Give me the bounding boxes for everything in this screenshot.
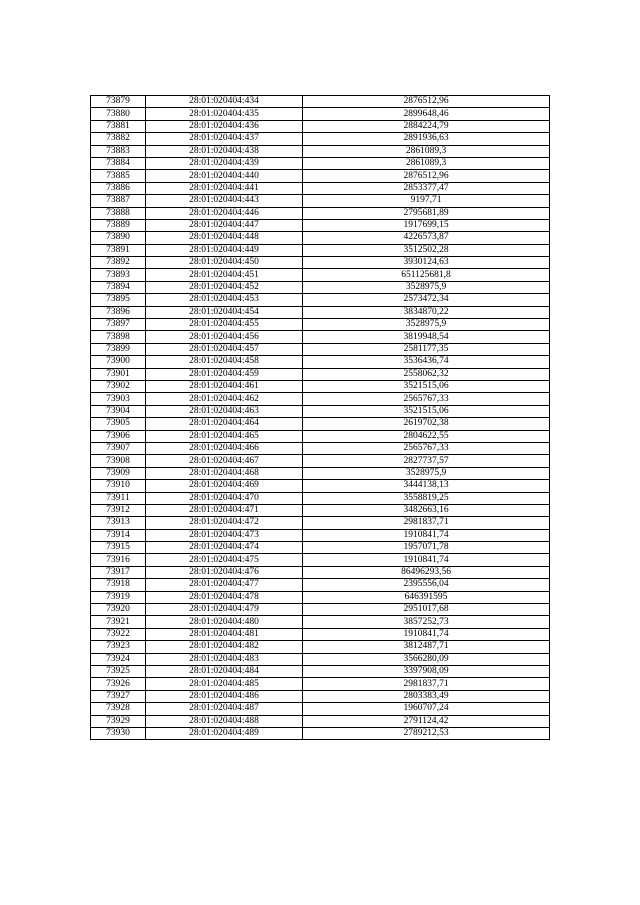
- cadastral-number-cell: 28:01:020404:441: [146, 182, 303, 194]
- cadastral-number-cell: 28:01:020404:468: [146, 467, 303, 479]
- cadastral-value-cell: 1957071,78: [303, 542, 550, 554]
- row-number-cell: 73881: [91, 120, 146, 132]
- table-body: [91, 96, 550, 740]
- cadastral-value-cell: 3536436,74: [303, 356, 550, 368]
- cadastral-number-cell: 28:01:020404:435: [146, 108, 303, 120]
- cadastral-value-cell: 3528975,9: [303, 281, 550, 293]
- table-row: [91, 133, 550, 145]
- table-row: [91, 480, 550, 492]
- cadastral-number-cell: 28:01:020404:465: [146, 430, 303, 442]
- cadastral-number-cell: 28:01:020404:473: [146, 529, 303, 541]
- cadastral-value-cell: 3566280,09: [303, 653, 550, 665]
- row-number-cell: 73895: [91, 294, 146, 306]
- table-row: [91, 703, 550, 715]
- row-number-cell: 73896: [91, 306, 146, 318]
- cadastral-number-cell: 28:01:020404:452: [146, 281, 303, 293]
- row-number-cell: 73918: [91, 579, 146, 591]
- cadastral-number-cell: 28:01:020404:478: [146, 591, 303, 603]
- row-number-cell: 73914: [91, 529, 146, 541]
- cadastral-number-cell: 28:01:020404:448: [146, 232, 303, 244]
- table-row: [91, 566, 550, 578]
- cadastral-value-cell: 2565767,33: [303, 442, 550, 454]
- cadastral-number-cell: 28:01:020404:447: [146, 219, 303, 231]
- table-row: [91, 579, 550, 591]
- row-number-cell: 73907: [91, 442, 146, 454]
- cadastral-value-cell: 2565767,33: [303, 393, 550, 405]
- row-number-cell: 73923: [91, 641, 146, 653]
- cadastral-value-cell: 2861089,3: [303, 157, 550, 169]
- table-row: [91, 294, 550, 306]
- row-number-cell: 73919: [91, 591, 146, 603]
- table-row: [91, 604, 550, 616]
- table-row: [91, 170, 550, 182]
- row-number-cell: 73928: [91, 703, 146, 715]
- table-row: [91, 219, 550, 231]
- cadastral-number-cell: 28:01:020404:456: [146, 331, 303, 343]
- row-number-cell: 73927: [91, 690, 146, 702]
- cadastral-value-cell: 3397908,09: [303, 665, 550, 677]
- cadastral-value-cell: 2981837,71: [303, 517, 550, 529]
- cadastral-number-cell: 28:01:020404:467: [146, 455, 303, 467]
- row-number-cell: 73893: [91, 269, 146, 281]
- table-row: [91, 96, 550, 108]
- table-row: [91, 405, 550, 417]
- cadastral-number-cell: 28:01:020404:486: [146, 690, 303, 702]
- cadastral-value-cell: 2899648,46: [303, 108, 550, 120]
- cadastral-value-cell: 9197,71: [303, 195, 550, 207]
- cadastral-value-cell: 3834870,22: [303, 306, 550, 318]
- cadastral-value-cell: 3512502,28: [303, 244, 550, 256]
- cadastral-value-cell: 3482663,16: [303, 504, 550, 516]
- cadastral-number-cell: 28:01:020404:443: [146, 195, 303, 207]
- row-number-cell: 73909: [91, 467, 146, 479]
- row-number-cell: 73884: [91, 157, 146, 169]
- cadastral-number-cell: 28:01:020404:449: [146, 244, 303, 256]
- cadastral-value-cell: 1910841,74: [303, 628, 550, 640]
- cadastral-value-cell: 3558819,25: [303, 492, 550, 504]
- cadastral-value-cell: 3521515,06: [303, 405, 550, 417]
- row-number-cell: 73888: [91, 207, 146, 219]
- table-row: [91, 665, 550, 677]
- cadastral-value-cell: 2876512,96: [303, 96, 550, 108]
- row-number-cell: 73905: [91, 418, 146, 430]
- table-row: [91, 690, 550, 702]
- table-row: [91, 653, 550, 665]
- table-row: [91, 628, 550, 640]
- cadastral-value-cell: 3528975,9: [303, 467, 550, 479]
- row-number-cell: 73901: [91, 368, 146, 380]
- cadastral-number-cell: 28:01:020404:463: [146, 405, 303, 417]
- cadastral-number-cell: 28:01:020404:440: [146, 170, 303, 182]
- cadastral-number-cell: 28:01:020404:470: [146, 492, 303, 504]
- table-row: [91, 195, 550, 207]
- row-number-cell: 73925: [91, 665, 146, 677]
- table-row: [91, 207, 550, 219]
- row-number-cell: 73899: [91, 343, 146, 355]
- cadastral-number-cell: 28:01:020404:481: [146, 628, 303, 640]
- cadastral-number-cell: 28:01:020404:488: [146, 715, 303, 727]
- cadastral-number-cell: 28:01:020404:485: [146, 678, 303, 690]
- table-row: [91, 331, 550, 343]
- cadastral-number-cell: 28:01:020404:457: [146, 343, 303, 355]
- cadastral-value-cell: 2981837,71: [303, 678, 550, 690]
- row-number-cell: 73926: [91, 678, 146, 690]
- cadastral-value-cell: 2803383,49: [303, 690, 550, 702]
- row-number-cell: 73912: [91, 504, 146, 516]
- row-number-cell: 73920: [91, 604, 146, 616]
- cadastral-value-cell: 2804622,55: [303, 430, 550, 442]
- table-row: [91, 492, 550, 504]
- cadastral-number-cell: 28:01:020404:436: [146, 120, 303, 132]
- cadastral-value-cell: 1910841,74: [303, 529, 550, 541]
- table-row: [91, 145, 550, 157]
- cadastral-number-cell: 28:01:020404:454: [146, 306, 303, 318]
- table-row: [91, 232, 550, 244]
- row-number-cell: 73917: [91, 566, 146, 578]
- row-number-cell: 73882: [91, 133, 146, 145]
- cadastral-number-cell: 28:01:020404:489: [146, 727, 303, 739]
- row-number-cell: 73891: [91, 244, 146, 256]
- row-number-cell: 73916: [91, 554, 146, 566]
- cadastral-value-cell: 1910841,74: [303, 554, 550, 566]
- row-number-cell: 73915: [91, 542, 146, 554]
- row-number-cell: 73890: [91, 232, 146, 244]
- cadastral-number-cell: 28:01:020404:438: [146, 145, 303, 157]
- table-row: [91, 715, 550, 727]
- cadastral-value-cell: 3444138,13: [303, 480, 550, 492]
- row-number-cell: 73921: [91, 616, 146, 628]
- cadastral-number-cell: 28:01:020404:459: [146, 368, 303, 380]
- cadastral-value-cell: 3812487,71: [303, 641, 550, 653]
- cadastral-value-cell: 2951017,68: [303, 604, 550, 616]
- cadastral-number-cell: 28:01:020404:472: [146, 517, 303, 529]
- row-number-cell: 73908: [91, 455, 146, 467]
- cadastral-value-cell: 1917699,15: [303, 219, 550, 231]
- cadastral-number-cell: 28:01:020404:439: [146, 157, 303, 169]
- row-number-cell: 73910: [91, 480, 146, 492]
- cadastral-value-cell: 2791124,42: [303, 715, 550, 727]
- cadastral-number-cell: 28:01:020404:462: [146, 393, 303, 405]
- table-row: [91, 529, 550, 541]
- row-number-cell: 73930: [91, 727, 146, 739]
- cadastral-value-cell: 3528975,9: [303, 319, 550, 331]
- table-row: [91, 108, 550, 120]
- table-row: [91, 319, 550, 331]
- row-number-cell: 73904: [91, 405, 146, 417]
- row-number-cell: 73924: [91, 653, 146, 665]
- cadastral-value-cell: 2891936,63: [303, 133, 550, 145]
- cadastral-value-cell: 2876512,96: [303, 170, 550, 182]
- table-row: [91, 517, 550, 529]
- cadastral-number-cell: 28:01:020404:461: [146, 380, 303, 392]
- table-row: [91, 281, 550, 293]
- row-number-cell: 73922: [91, 628, 146, 640]
- cadastral-value-cell: 3819948,54: [303, 331, 550, 343]
- row-number-cell: 73913: [91, 517, 146, 529]
- table-row: [91, 678, 550, 690]
- row-number-cell: 73883: [91, 145, 146, 157]
- row-number-cell: 73892: [91, 257, 146, 269]
- cadastral-number-cell: 28:01:020404:434: [146, 96, 303, 108]
- row-number-cell: 73929: [91, 715, 146, 727]
- table-row: [91, 616, 550, 628]
- table-row: [91, 542, 550, 554]
- table-row: [91, 343, 550, 355]
- cadastral-number-cell: 28:01:020404:479: [146, 604, 303, 616]
- table-row: [91, 257, 550, 269]
- cadastral-number-cell: 28:01:020404:484: [146, 665, 303, 677]
- cadastral-value-cell: 2827737,57: [303, 455, 550, 467]
- cadastral-value-cell: 2789212,53: [303, 727, 550, 739]
- row-number-cell: 73887: [91, 195, 146, 207]
- cadastral-value-table: [90, 95, 550, 740]
- cadastral-value-cell: 2558062,32: [303, 368, 550, 380]
- cadastral-number-cell: 28:01:020404:482: [146, 641, 303, 653]
- table-row: [91, 182, 550, 194]
- row-number-cell: 73889: [91, 219, 146, 231]
- cadastral-value-cell: 4226573,87: [303, 232, 550, 244]
- row-number-cell: 73886: [91, 182, 146, 194]
- cadastral-number-cell: 28:01:020404:476: [146, 566, 303, 578]
- cadastral-number-cell: 28:01:020404:480: [146, 616, 303, 628]
- row-number-cell: 73898: [91, 331, 146, 343]
- table-row: [91, 244, 550, 256]
- cadastral-value-cell: 3521515,06: [303, 380, 550, 392]
- row-number-cell: 73906: [91, 430, 146, 442]
- cadastral-value-cell: 3930124,63: [303, 257, 550, 269]
- cadastral-value-cell: 2884224,79: [303, 120, 550, 132]
- row-number-cell: 73902: [91, 380, 146, 392]
- cadastral-number-cell: 28:01:020404:446: [146, 207, 303, 219]
- cadastral-number-cell: 28:01:020404:474: [146, 542, 303, 554]
- cadastral-number-cell: 28:01:020404:450: [146, 257, 303, 269]
- cadastral-number-cell: 28:01:020404:466: [146, 442, 303, 454]
- table-row: [91, 455, 550, 467]
- table-row: [91, 120, 550, 132]
- cadastral-number-cell: 28:01:020404:483: [146, 653, 303, 665]
- table-row: [91, 641, 550, 653]
- cadastral-value-cell: 2795681,89: [303, 207, 550, 219]
- cadastral-number-cell: 28:01:020404:453: [146, 294, 303, 306]
- table-row: [91, 554, 550, 566]
- row-number-cell: 73911: [91, 492, 146, 504]
- cadastral-value-cell: 3857252,73: [303, 616, 550, 628]
- row-number-cell: 73894: [91, 281, 146, 293]
- table-row: [91, 157, 550, 169]
- table-row: [91, 418, 550, 430]
- cadastral-number-cell: 28:01:020404:458: [146, 356, 303, 368]
- cadastral-value-cell: 2581177,35: [303, 343, 550, 355]
- cadastral-number-cell: 28:01:020404:477: [146, 579, 303, 591]
- cadastral-value-cell: 2573472,34: [303, 294, 550, 306]
- table-row: [91, 380, 550, 392]
- cadastral-value-cell: 86496293,56: [303, 566, 550, 578]
- cadastral-value-cell: 1960707,24: [303, 703, 550, 715]
- table-row: [91, 467, 550, 479]
- cadastral-number-cell: 28:01:020404:487: [146, 703, 303, 715]
- cadastral-number-cell: 28:01:020404:464: [146, 418, 303, 430]
- row-number-cell: 73897: [91, 319, 146, 331]
- cadastral-value-cell: 646391595: [303, 591, 550, 603]
- table-row: [91, 430, 550, 442]
- table-row: [91, 393, 550, 405]
- row-number-cell: 73885: [91, 170, 146, 182]
- table-row: [91, 591, 550, 603]
- cadastral-value-cell: 2861089,3: [303, 145, 550, 157]
- cadastral-value-cell: 2619702,38: [303, 418, 550, 430]
- cadastral-number-cell: 28:01:020404:437: [146, 133, 303, 145]
- cadastral-number-cell: 28:01:020404:469: [146, 480, 303, 492]
- row-number-cell: 73880: [91, 108, 146, 120]
- row-number-cell: 73879: [91, 96, 146, 108]
- cadastral-number-cell: 28:01:020404:455: [146, 319, 303, 331]
- table-row: [91, 504, 550, 516]
- cadastral-value-cell: 2395556,04: [303, 579, 550, 591]
- table-row: [91, 368, 550, 380]
- table-row: [91, 727, 550, 739]
- cadastral-number-cell: 28:01:020404:475: [146, 554, 303, 566]
- table-row: [91, 269, 550, 281]
- table-row: [91, 442, 550, 454]
- cadastral-number-cell: 28:01:020404:451: [146, 269, 303, 281]
- table-row: [91, 306, 550, 318]
- cadastral-value-cell: 2853377,47: [303, 182, 550, 194]
- row-number-cell: 73900: [91, 356, 146, 368]
- table-row: [91, 356, 550, 368]
- cadastral-value-cell: 651125681,8: [303, 269, 550, 281]
- row-number-cell: 73903: [91, 393, 146, 405]
- cadastral-number-cell: 28:01:020404:471: [146, 504, 303, 516]
